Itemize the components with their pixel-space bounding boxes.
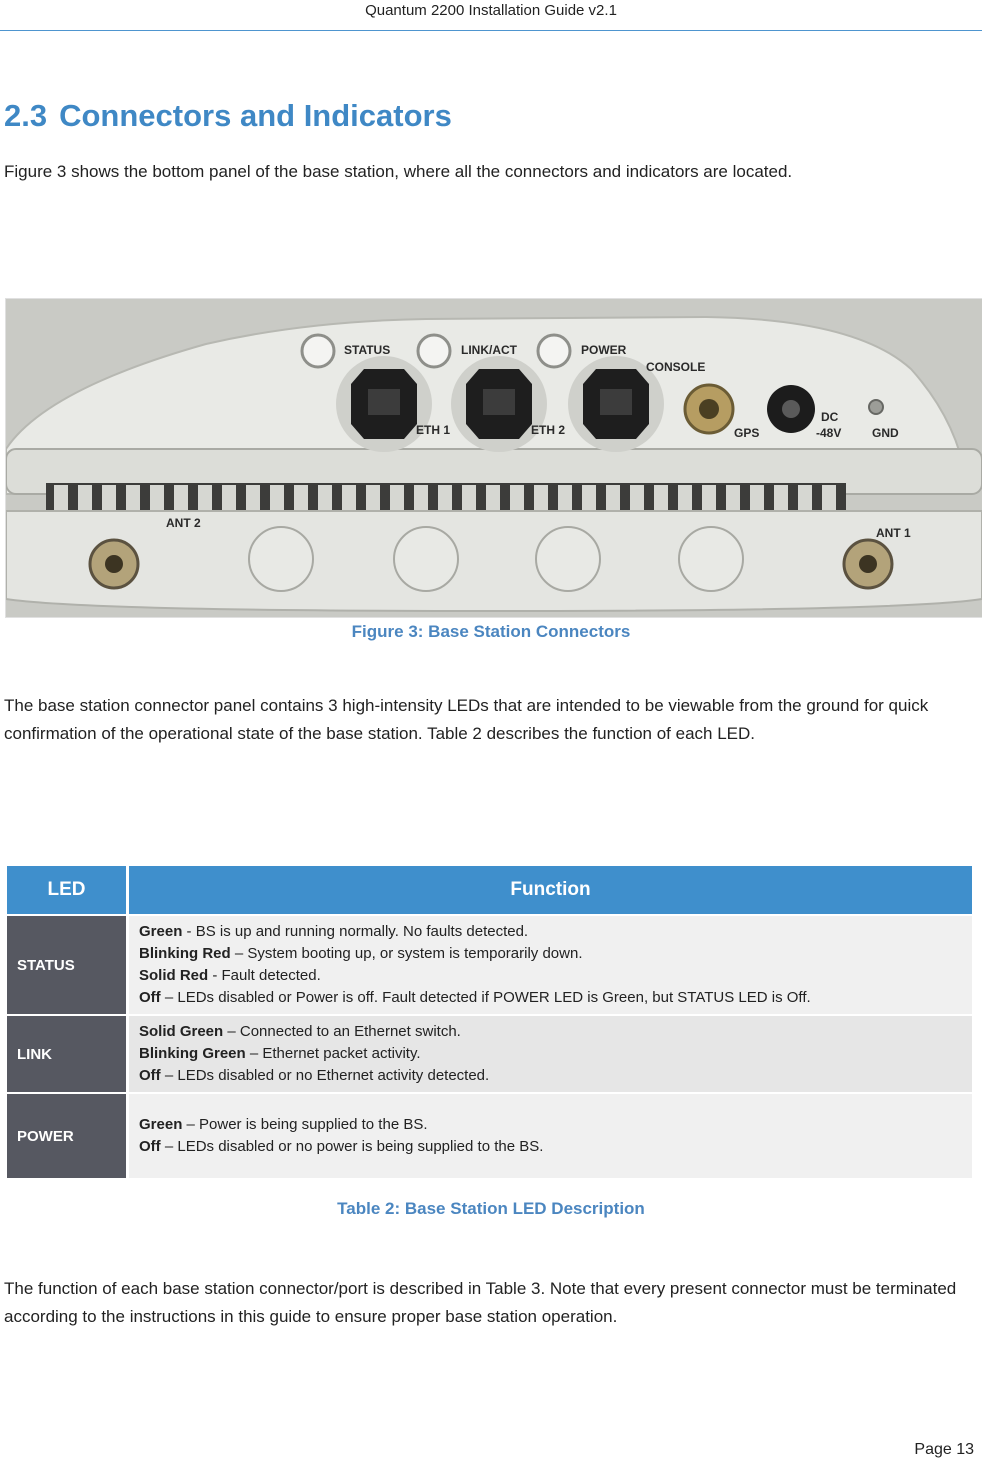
section-number: 2.3	[4, 98, 48, 133]
led-name: POWER	[7, 1094, 126, 1178]
base-station-photo	[5, 298, 982, 618]
body-paragraph-2: The function of each base station connector/port is described in Table 3. Note that every present connector must be terminated according to the instructions in this guide to ensure proper base station operation.	[4, 1279, 957, 1326]
function-line: Off – LEDs disabled or no Ethernet activity detected.	[139, 1067, 490, 1084]
label-ant1: ANT 1	[876, 526, 911, 540]
label-status: STATUS	[344, 343, 391, 357]
label-ant2: ANT 2	[166, 516, 201, 530]
table-row-link	[7, 1016, 972, 1092]
table-row-status	[7, 916, 972, 1014]
function-line: Off – LEDs disabled or Power is off. Fault detected if POWER LED is Green, but STATUS LED is Off.	[139, 989, 811, 1006]
led-function-cell	[129, 1094, 972, 1178]
label-eth1: ETH 1	[416, 423, 451, 437]
label-power: POWER	[581, 343, 627, 357]
function-line: Off – LEDs disabled or no power is being supplied to the BS.	[139, 1138, 544, 1155]
label-dc-voltage: -48V	[816, 426, 842, 440]
body-paragraph-1: The base station connector panel contains 3 high-intensity LEDs that are intended to be viewable from the ground for quick confirmation of the operational state of the base station. Table 2 describes the function of each LED.	[4, 696, 929, 743]
led-table	[4, 864, 975, 1180]
page-number: Page 13	[914, 1441, 974, 1458]
led-name: STATUS	[7, 916, 126, 1014]
led-function-cell	[129, 1016, 972, 1092]
function-line: Solid Red - Fault detected.	[139, 967, 321, 984]
led-function-cell	[129, 916, 972, 1014]
led-name: LINK	[7, 1016, 126, 1092]
label-eth2: ETH 2	[531, 423, 566, 437]
base-station-illustration	[6, 299, 982, 617]
section-title: Connectors and Indicators	[59, 98, 452, 133]
section-heading	[4, 94, 452, 138]
function-line: Solid Green – Connected to an Ethernet switch.	[139, 1023, 461, 1040]
function-line: Green - BS is up and running normally. No faults detected.	[139, 923, 529, 940]
label-gps: GPS	[734, 426, 760, 440]
header-function: Function	[129, 866, 972, 914]
table-row-power	[7, 1094, 972, 1178]
header-led: LED	[7, 866, 126, 914]
label-dc: DC	[821, 410, 839, 424]
function-line: Green – Power is being supplied to the BS.	[139, 1116, 428, 1133]
table-header-row	[7, 866, 972, 914]
function-line: Blinking Red – System booting up, or system is temporarily down.	[139, 945, 583, 962]
label-link: LINK/ACT	[461, 343, 517, 357]
table-caption: Table 2: Base Station LED Description	[337, 1199, 645, 1218]
running-header	[0, 0, 982, 31]
label-gnd: GND	[872, 426, 899, 440]
intro-paragraph: Figure 3 shows the bottom panel of the base station, where all the connectors and indicators are located.	[4, 162, 793, 181]
label-console: CONSOLE	[646, 360, 706, 374]
figure-caption: Figure 3: Base Station Connectors	[351, 622, 631, 641]
document-title: Quantum 2200 Installation Guide v2.1	[365, 2, 617, 19]
function-line: Blinking Green – Ethernet packet activity.	[139, 1045, 421, 1062]
